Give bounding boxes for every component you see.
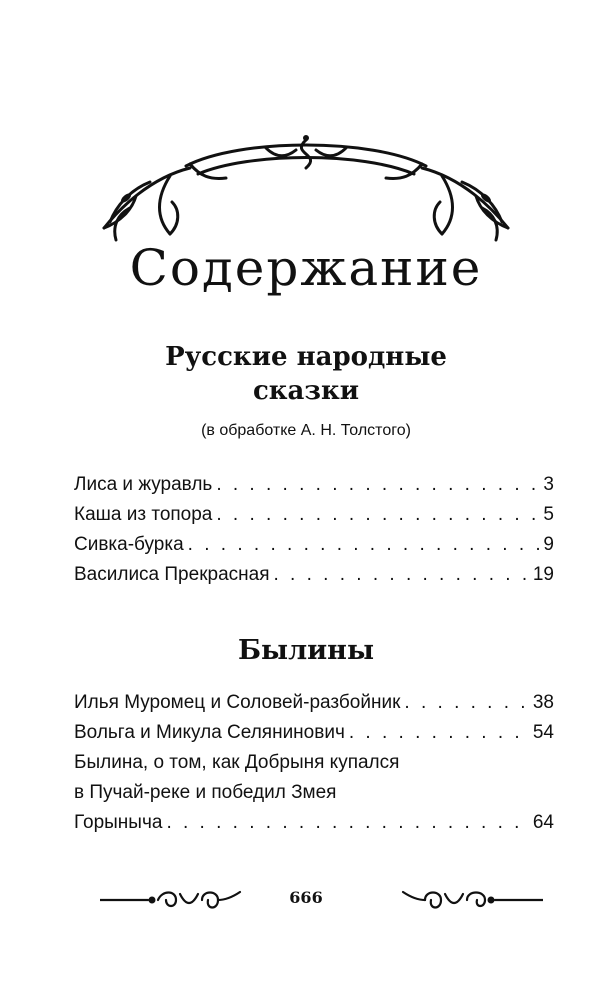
toc-entry-page: 38 <box>532 692 554 713</box>
toc-entry-page: 64 <box>532 812 554 833</box>
page-title: Содержание <box>129 239 483 297</box>
page-footer <box>0 880 612 920</box>
toc-entry-page: 3 <box>543 474 554 495</box>
toc-entry-multiline[interactable] <box>74 748 554 838</box>
toc-entry-page: 5 <box>543 504 554 525</box>
toc-entry[interactable] <box>74 470 554 500</box>
toc-entry-page: 9 <box>543 534 554 555</box>
section-subtitle: (в обработке А. Н. Толстого) <box>201 422 411 439</box>
toc-entry[interactable] <box>74 718 554 748</box>
dot-leader <box>216 500 539 530</box>
toc-entry-title: Горыныча <box>74 812 163 833</box>
dot-leader <box>273 560 528 590</box>
toc-entry-title: Василиса Прекрасная <box>74 564 270 585</box>
toc-entry-title: Сивка-бурка <box>74 534 184 555</box>
toc-entry[interactable] <box>74 500 554 530</box>
dot-leader <box>216 470 539 500</box>
toc-entry-title: Каша из топора <box>74 504 213 525</box>
toc-entry-title: Илья Муромец и Соловей-разбойник <box>74 692 401 713</box>
section-title-line: сказки <box>252 376 360 406</box>
toc-entry-page: 54 <box>532 722 554 743</box>
toc-entry-title: Лиса и журавль <box>74 474 213 495</box>
toc-entry[interactable] <box>74 688 554 718</box>
dot-leader <box>166 808 528 838</box>
section-title-line: Русские народные <box>165 342 447 372</box>
footer-ornament-right <box>398 886 543 914</box>
section-title-bylinas: Былины <box>237 635 375 666</box>
dot-leader <box>404 688 528 718</box>
toc-entry[interactable] <box>74 530 554 560</box>
toc-entry-page: 19 <box>532 564 554 585</box>
toc-entry-title-line: Былина, о том, как Добрыня купался <box>74 752 400 773</box>
dot-leader <box>188 530 540 560</box>
toc-entry-title: Вольга и Микула Селянинович <box>74 722 345 743</box>
toc-list-folk-tales <box>74 470 554 590</box>
toc-list-bylinas <box>74 688 554 838</box>
floral-ornament-top <box>90 118 522 248</box>
page-number: 666 <box>289 888 323 907</box>
dot-leader <box>349 718 529 748</box>
toc-entry-title-line: в Пучай-реке и победил Змея <box>74 782 337 803</box>
section-title-folk-tales <box>0 340 612 408</box>
toc-entry[interactable] <box>74 560 554 590</box>
